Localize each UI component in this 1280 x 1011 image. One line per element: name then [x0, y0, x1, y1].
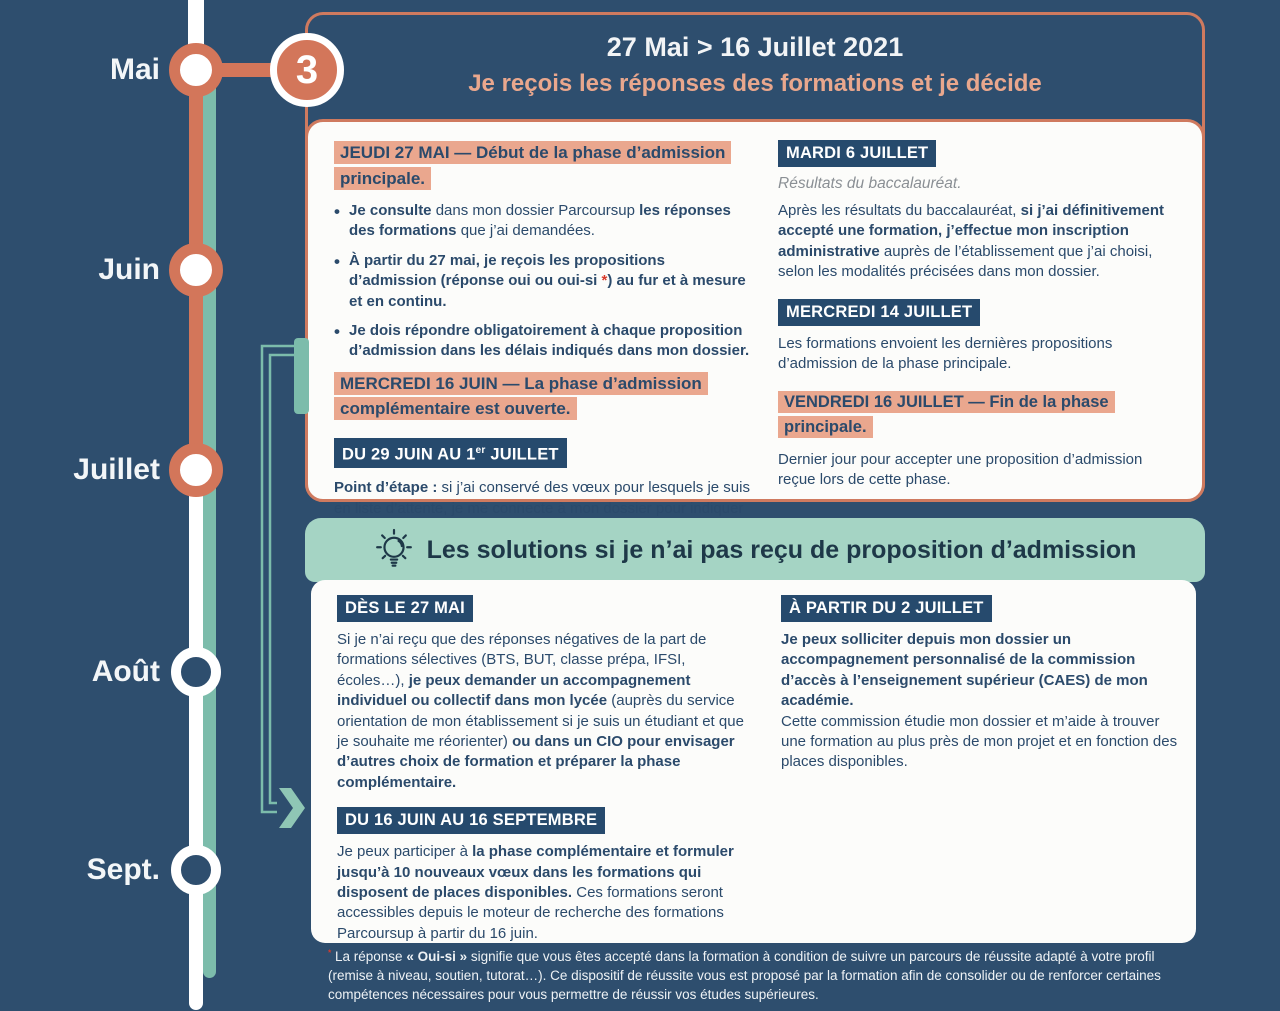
- timeline-node-mai: [169, 43, 223, 97]
- panel1-date-range: 27 Mai > 16 Juillet 2021: [606, 32, 904, 62]
- para-16-juillet: Dernier jour pour accepter une proposition d’admission reçue lors de cette phase.: [778, 450, 1143, 489]
- badge-16-juin-16-sept: DU 16 JUIN AU 16 SEPTEMBRE: [337, 807, 605, 834]
- step-number-badge: [270, 33, 344, 107]
- badge-29-juin: DU 29 JUIN AU 1er JUILLET: [334, 438, 567, 469]
- para-16-juin-16-sept: Je peux participer à la phase complémentaire et formuler jusqu’à 10 nouveaux vœux dans les formations qui disposent de places disponibles. Ces formations seront accessibles depuis le moteur de recherche des formations Parcoursup à partir du 16 juin.: [337, 843, 734, 942]
- panel1-title: Je reçois les réponses des formations et je décide: [468, 70, 1042, 97]
- lightbulb-icon: [374, 528, 414, 572]
- timeline-node-aout: [171, 647, 221, 697]
- bullet-je-consulte: • Je consulte dans mon dossier Parcoursup les réponses des formations que j’ai demandées.: [334, 201, 754, 242]
- bullet-je-dois: • Je dois répondre obligatoirement à chaque proposition d’admission dans les délais indiqués dans mon dossier.: [334, 321, 754, 362]
- complementary-phase-connector: [253, 340, 313, 840]
- badge-2-juillet-row: [781, 595, 1178, 622]
- badge-16-juin-16-sept-row: [337, 807, 757, 834]
- timeline-node-juin: [169, 243, 223, 297]
- solutions-panel: [305, 518, 1205, 943]
- month-label-juillet: Juillet: [73, 453, 160, 486]
- complementary-phase-tab: [294, 338, 309, 414]
- step-number: 3: [295, 47, 319, 92]
- badge-14-juillet-row: [778, 299, 1182, 326]
- month-label-mai: Mai: [109, 53, 160, 86]
- bullet-a-partir-27: • À partir du 27 mai, je reçois les propositions d’admission (réponse oui ou oui-si *) au fur et à mesure et en continu.: [334, 251, 754, 312]
- panel1-bullet-list: [334, 201, 754, 362]
- month-label-sept: Sept.: [86, 853, 160, 886]
- timeline-node-sept: [171, 845, 221, 895]
- highlight-jeudi-27-mai: JEUDI 27 MAI — Début de la phase d’admission principale.: [334, 140, 754, 191]
- badge-6-juillet-row: [778, 140, 1182, 167]
- oui-si-footnote: * La réponse « Oui-si » signifie que vous êtes accepté dans la formation à condition de suivre un parcours de réussite adapté à votre profil (remise à niveau, soutien, tutorat…). Ce dispositif de réussite vous est proposé par la formation afin de consolider ou de renforcer certaines compétences nécessaires pour vous permettre de réussir vos études supérieures.: [328, 947, 1161, 1003]
- badge-6-juillet: MARDI 6 JUILLET: [778, 140, 936, 167]
- timeline-teal-line: [203, 80, 216, 978]
- highlight-vendredi-16-juillet: VENDREDI 16 JUILLET — Fin de la phase principale.: [778, 390, 1182, 440]
- arrow-right-icon: [279, 788, 305, 828]
- timeline-white-segment-bottom: [189, 470, 203, 1010]
- panel1-left-column: [334, 140, 754, 517]
- badge-14-juillet: MERCREDI 14 JUILLET: [778, 299, 980, 326]
- badge-29-juin-row: [334, 438, 754, 469]
- badge-des-27-mai: DÈS LE 27 MAI: [337, 595, 473, 622]
- main-phase-panel: [305, 12, 1205, 517]
- highlight-mercredi-16-juin: MERCREDI 16 JUIN — La phase d’admission complémentaire est ouverte.: [334, 371, 754, 422]
- panel1-header: [308, 15, 1202, 100]
- solutions-panel-content: [311, 580, 1196, 943]
- panel1-content: [305, 119, 1205, 517]
- para-2-juillet: Je peux solliciter depuis mon dossier un accompagnement personnalisé de la commission d’accès à l’enseignement supérieur (CAES) de mon académie. Cette commission étudie mon dossier et m’aide à trouver une formation au plus près de mon projet et en fonction des places disponibles.: [781, 631, 1178, 771]
- month-label-juin: Juin: [98, 253, 160, 286]
- badge-des-27-mai-row: [337, 595, 757, 622]
- para-14-juillet: Les formations envoient les dernières propositions d’admission de la phase principale.: [778, 334, 1113, 372]
- para-point-etape: Point d’étape : si j’ai conservé des vœux pour lesquels je suis en liste d’attente, je me connecte à mon dossier pour indiquer: [334, 479, 750, 517]
- panel2-right-column: [781, 595, 1178, 933]
- subtitle-resultats-bac: Résultats du baccalauréat.: [778, 175, 962, 192]
- solutions-panel-title: Les solutions si je n’ai pas reçu de proposition d’admission: [426, 535, 1137, 564]
- panel2-left-column: [337, 595, 757, 942]
- para-des-27-mai: Si je n’ai reçu que des réponses négatives de la part de formations sélectives (BTS, BUT, classe prépa, IFSI, écoles…), je peux demander un accompagnement individuel ou collectif dans mon lycée (auprès du service orientation de mon établissement si je suis un étudiant et que je souhaite me réorienter) ou dans un CIO pour envisager d’autres choix de formation et préparer la phase complémentaire.: [337, 631, 744, 791]
- timeline-node-juillet: [169, 443, 223, 497]
- para-resultats-bac: Après les résultats du baccalauréat, si j’ai définitivement accepté une formation, j’effectue mon inscription administrative auprès de l’établissement que j’ai choisi, selon les modalités précisées dans mon dossier.: [778, 202, 1165, 281]
- badge-2-juillet: À PARTIR DU 2 JUILLET: [781, 595, 992, 622]
- panel1-right-column: [778, 140, 1182, 487]
- month-label-aout: Août: [91, 655, 160, 688]
- solutions-panel-header: [305, 518, 1205, 582]
